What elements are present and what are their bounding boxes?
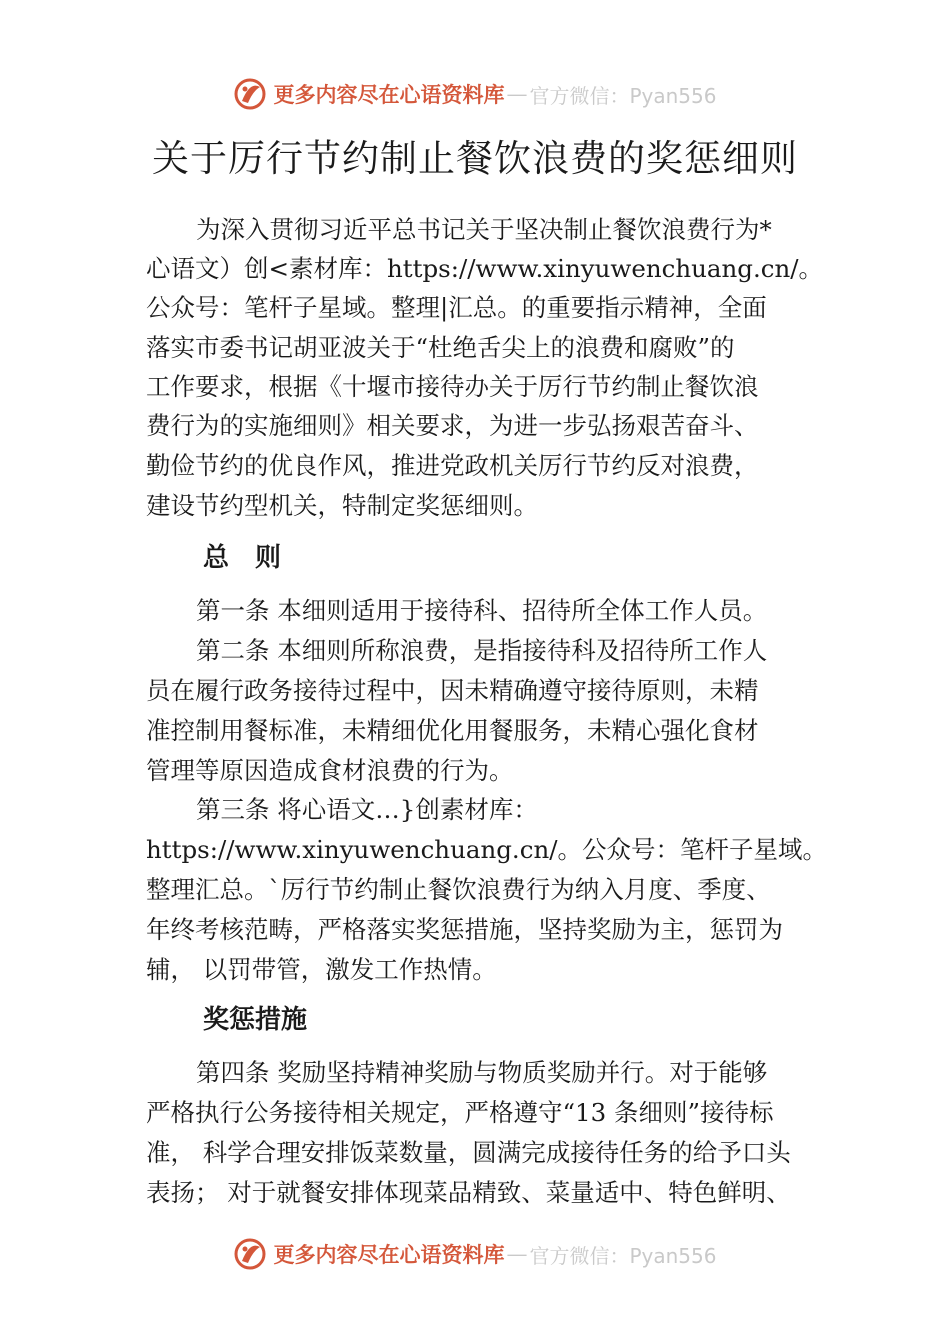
watermark-logo-icon	[233, 77, 267, 111]
paragraph-line: 建设节约型机关，特制定奖惩细则。	[146, 491, 538, 520]
article-3-line: https://www.xinyuwenchuang.cn/。公众号：笔杆子星域。	[146, 835, 827, 864]
watermark-banner-top	[0, 72, 950, 116]
article-3-line: 年终考核范畴，严格落实奖惩措施，坚持奖励为主，惩罚为	[146, 915, 783, 944]
article-1-line: 第一条 本细则适用于接待科、招待所全体工作人员。	[196, 596, 768, 625]
article-2-line: 准控制用餐标准，未精细优化用餐服务，未精心强化食材	[146, 716, 759, 745]
paragraph-line: 为深入贯彻习近平总书记关于坚决制止餐饮浪费行为*	[196, 215, 772, 244]
paragraph-line: 工作要求，根据《十堰市接待办关于厉行节约制止餐饮浪	[146, 372, 759, 401]
article-2-line: 管理等原因造成食材浪费的行为。	[146, 756, 514, 785]
article-4-line: 第四条 奖励坚持精神奖励与物质奖励并行。对于能够	[196, 1058, 768, 1087]
section-heading-measures: 奖惩措施	[203, 1005, 308, 1035]
watermark-logo-icon	[233, 1237, 267, 1271]
paragraph-line: 心语文）创<素材库：https://www.xinyuwenchuang.cn/。	[146, 254, 824, 283]
watermark-dash: —	[506, 1242, 528, 1266]
article-4-line: 严格执行公务接待相关规定，严格遵守“13 条细则”接待标	[146, 1098, 774, 1127]
article-4-line: 表扬； 对于就餐安排体现菜品精致、菜量适中、特色鲜明、	[146, 1178, 791, 1207]
article-3-line: 整理汇总。`厉行节约制止餐饮浪费行为纳入月度、季度、	[146, 875, 771, 904]
watermark-main-text: 更多内容尽在心语资料库	[273, 82, 505, 107]
watermark-dash: —	[506, 82, 528, 106]
article-2-line: 第二条 本细则所称浪费，是指接待科及招待所工作人	[196, 636, 768, 665]
article-3-line: 辅， 以罚带管，激发工作热情。	[146, 955, 497, 984]
document-title: 关于厉行节约制止餐饮浪费的奖惩细则	[152, 137, 798, 180]
article-4-line: 准， 科学合理安排饭菜数量，圆满完成接待任务的给予口头	[146, 1138, 791, 1167]
watermark-suffix-text: 官方微信：Pyan556	[529, 1243, 717, 1268]
watermark-banner-bottom	[0, 1232, 950, 1276]
paragraph-line: 费行为的实施细则》相关要求，为进一步弘扬艰苦奋斗、	[146, 411, 759, 440]
watermark-suffix-text: 官方微信：Pyan556	[529, 83, 717, 108]
section-heading-general: 总 则	[203, 543, 282, 573]
watermark-main-text: 更多内容尽在心语资料库	[273, 1242, 505, 1267]
paragraph-line: 勤俭节约的优良作风，推进党政机关厉行节约反对浪费，	[146, 451, 759, 480]
paragraph-line: 公众号：笔杆子星域。整理|汇总。的重要指示精神，全面	[146, 293, 767, 322]
paragraph-line: 落实市委书记胡亚波关于“杜绝舌尖上的浪费和腐败”的	[146, 333, 735, 362]
article-2-line: 员在履行政务接待过程中，因未精确遵守接待原则，未精	[146, 676, 759, 705]
article-3-line: 第三条 将心语文…}创素材库：	[196, 795, 538, 824]
